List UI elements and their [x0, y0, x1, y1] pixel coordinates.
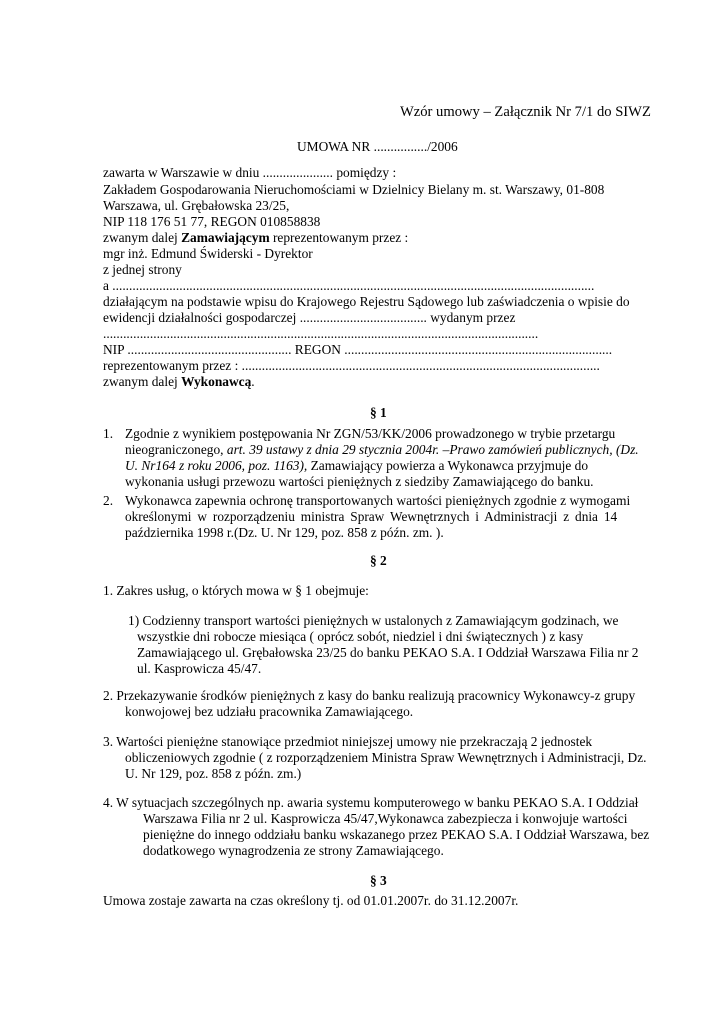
paragraph-line: Umowa zostaje zawarta na czas określony tj. od 01.01.2007r. do 31.12.2007r. — [103, 893, 519, 908]
paragraph-line: dodatkowego wynagrodzenia ze strony Zamawiającego. — [143, 843, 444, 858]
paragraph-line — [125, 458, 588, 474]
paragraph-line — [125, 442, 639, 458]
paragraph-line: Zamawiającego ul. Grębałowska 23/25 do banku PEKAO S.A. I Oddział Warszawa Filia nr 2 — [137, 645, 639, 660]
ordering-party-name: Zamawiającym — [181, 230, 270, 245]
paragraph-line: 3. Wartości pieniężne stanowiące przedmiot niniejszej umowy nie przekraczają 2 jednostek — [103, 734, 593, 749]
legal-reference: art. 39 ustawy z dnia 29 stycznia 2004r. –Prawo zamówień publicznych, (Dz. — [226, 442, 639, 457]
contractor-name: Wykonawcą — [181, 374, 252, 389]
paragraph-line: określonymi w rozporządzeniu ministra Spraw Wewnętrznych i Administracji z dnia 14 — [125, 509, 618, 524]
section-heading: § 2 — [370, 553, 387, 568]
list-number: 1. — [103, 426, 114, 441]
paragraph-line: 2. Przekazywanie środków pieniężnych z kasy do banku realizują pracownicy Wykonawcy-z grupy — [103, 688, 636, 703]
attachment-header: Wzór umowy – Załącznik Nr 7/1 do SIWZ — [400, 104, 651, 120]
paragraph-line: wykonania usługi przewozu wartości pieniężnych z siedziby Zamawiającego do banku. — [125, 474, 594, 489]
paragraph-line: pieniężne do innego oddziału banku wskazanego przez PEKAO S.A. I Oddział Warszawa, bez — [143, 827, 650, 842]
paragraph-line: konwojowej bez udziału pracownika Zamawiającego. — [125, 704, 414, 719]
paragraph-line: wszystkie dni robocze miesiąca ( oprócz sobót, niedziel i dni świątecznych ) z kasy — [137, 629, 584, 644]
parties-line: ewidencji działalności gospodarczej ...................................... wydanym przez — [103, 310, 516, 325]
text: . — [251, 374, 255, 389]
paragraph-line: Zgodnie z wynikiem postępowania Nr ZGN/53/KK/2006 prowadzonego w trybie przetargu — [125, 426, 616, 441]
section-heading: § 3 — [370, 873, 387, 888]
blank-line: .................................................................................................................................. — [103, 326, 539, 341]
paragraph-line: Wykonawca zapewnia ochronę transportowanych wartości pieniężnych zgodnie z wymogami — [125, 493, 631, 508]
list-number: 2. — [103, 493, 114, 508]
section-heading: § 1 — [370, 405, 387, 420]
paragraph-line: U. Nr 129, poz. 858 z późn. zm.) — [125, 766, 302, 781]
text: zwanym dalej — [103, 230, 182, 245]
parties-line: zawarta w Warszawie w dniu ..................... pomiędzy : — [103, 165, 397, 180]
paragraph-line: obliczeniowych zgodnie ( z rozporządzeniem Ministra Spraw Wewnętrznych i Administracji, Dz. — [125, 750, 647, 765]
contractor-blank-line: a ................................................................................................................................................ — [103, 278, 595, 293]
legal-reference: U. Nr164 z roku 2006, poz. 1163), — [125, 458, 308, 473]
contract-title: UMOWA NR ................/2006 — [297, 139, 458, 154]
parties-line: Zakładem Gospodarowania Nieruchomościami w Dzielnicy Bielany m. st. Warszawy, 01-808 — [103, 182, 605, 197]
paragraph-line: 4. W sytuacjach szczególnych np. awaria systemu komputerowego w banku PEKAO S.A. I Oddział — [103, 795, 639, 810]
paragraph-line: ul. Kasprowicza 45/47. — [137, 661, 262, 676]
ordering-party-line — [103, 230, 408, 246]
representative-line: reprezentowanym przez : ........................................................................................................... — [103, 358, 600, 373]
paragraph-line: października 1998 r.(Dz. U. Nr 129, poz. 858 z późn. zm. ). — [125, 525, 444, 540]
parties-line: z jednej strony — [103, 262, 182, 277]
text: reprezentowanym przez : — [269, 230, 409, 245]
paragraph-line: 1. Zakres usług, o których mowa w § 1 obejmuje: — [103, 583, 369, 598]
parties-line: Warszawa, ul. Grębałowska 23/25, — [103, 198, 290, 213]
nip-regon-line: NIP ................................................. REGON ................................................................................ — [103, 342, 613, 357]
text: Zamawiający powierza a Wykonawca przyjmuje do — [307, 458, 589, 473]
contractor-line — [103, 374, 255, 390]
text: zwanym dalej — [103, 374, 182, 389]
parties-line: działającym na podstawie wpisu do Krajowego Rejestru Sądowego lub zaświadczenia o wpisie do — [103, 294, 630, 309]
paragraph-line: Warszawa Filia nr 2 ul. Kasprowicza 45/47,Wykonawca zabezpiecza i konwojuje wartości — [143, 811, 628, 826]
parties-line: NIP 118 176 51 77, REGON 010858838 — [103, 214, 321, 229]
director-line: mgr inż. Edmund Świderski - Dyrektor — [103, 246, 313, 261]
text: nieograniczonego, — [125, 442, 227, 457]
paragraph-line: 1) Codzienny transport wartości pieniężnych w ustalonych z Zamawiającym godzinach, we — [128, 613, 619, 628]
